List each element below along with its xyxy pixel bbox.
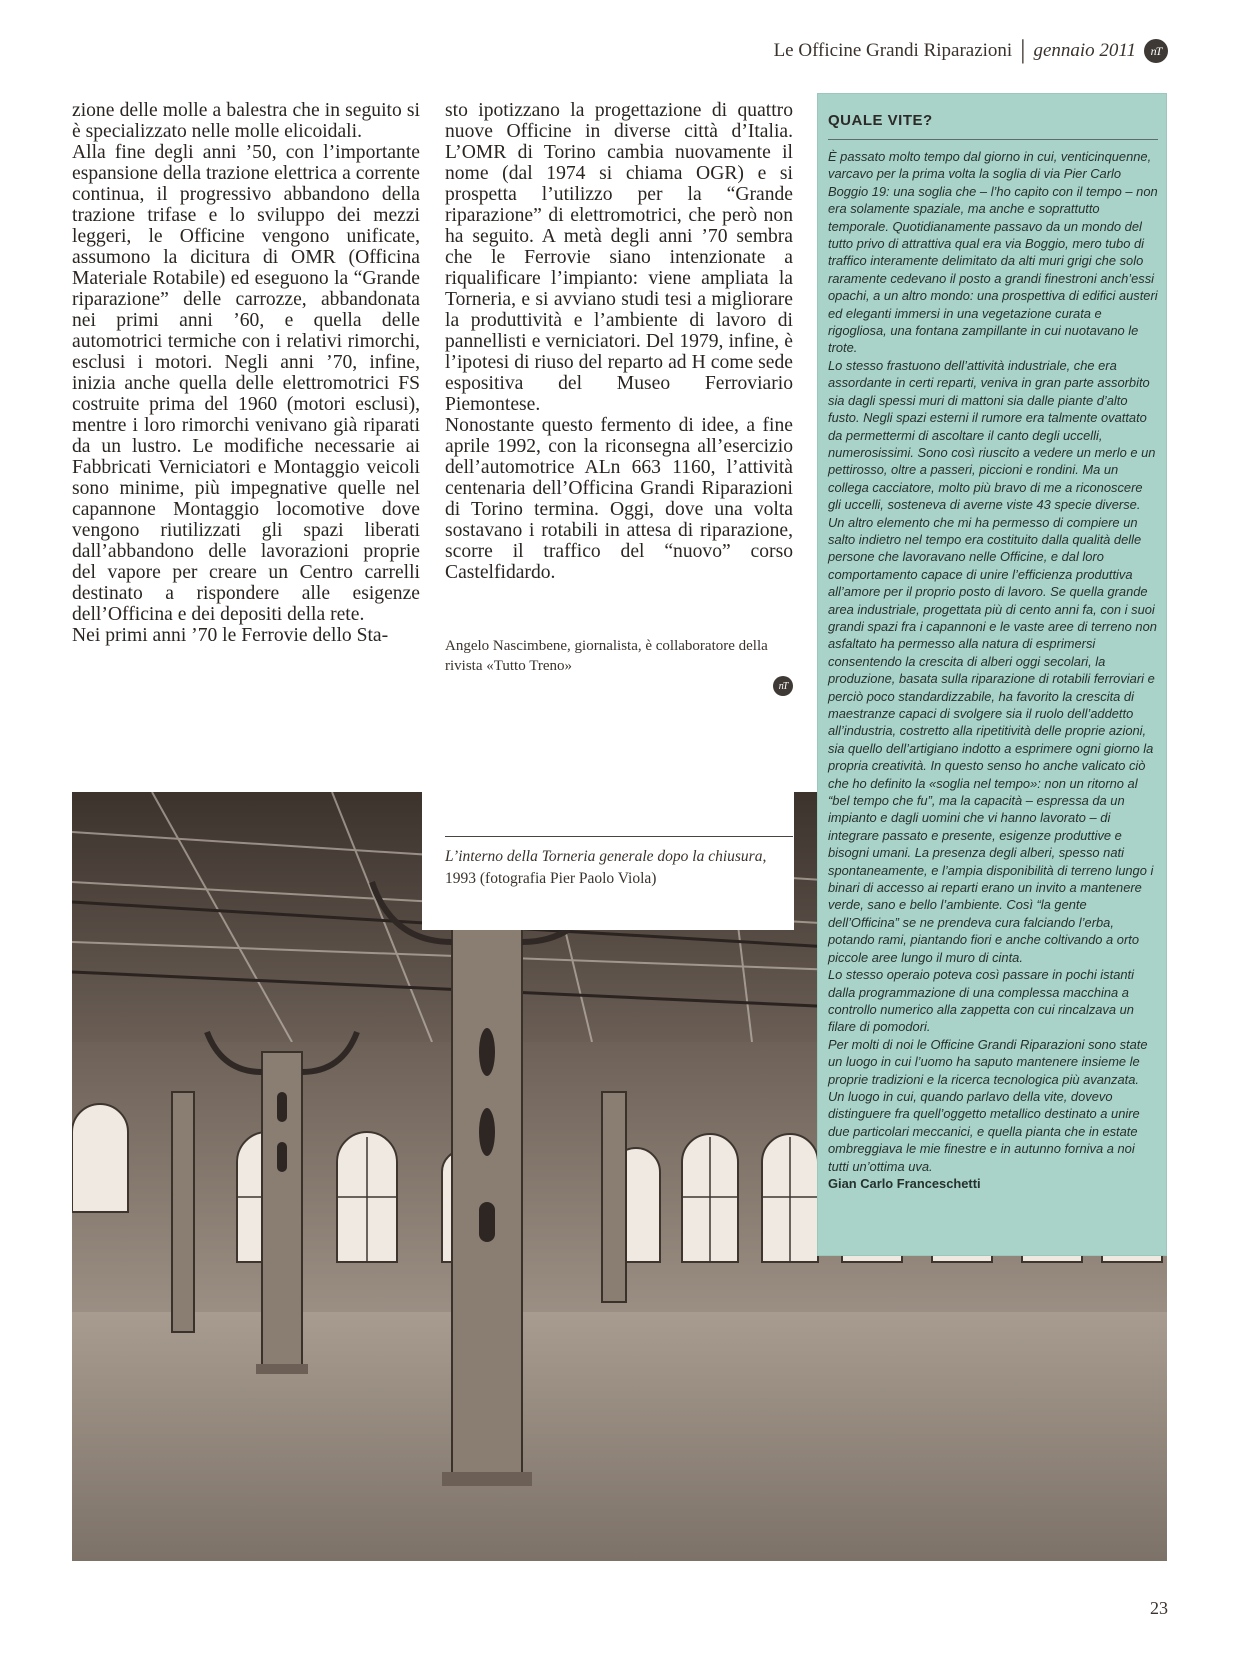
- paragraph: sto ipotizzano la progettazione di quattro nuove Officine in diverse città d’Italia. L’OMR di Torino cambia nuovamente il nome (dal 1974 si chiama OGR) e si prospetta l’utilizzo per la “Grande riparazione” di elettromotrici, che però non ha seguito. A metà degli anni ’70 sembra che le Ferrovie siano intenzionate a riqualificare l’impianto: viene ampliata la Torneria, e si avviano studi tesi a migliorare la produttività e l’ambiente di lavoro di pannellisti e verniciatori. Del 1979, infine, è l’ipotesi di riuso del reparto ad H come sede espositiva del Museo Ferroviario Piemontese.: [445, 100, 793, 415]
- sidebar-paragraph: È passato molto tempo dal giorno in cui, venticinquenne, varcavo per la prima volta la soglia di via Pier Carlo Boggio 19: una soglia che – l’ho capito con il tempo – non era solamente spaziale, ma anche e soprattutto temporale. Quotidianamente passavo da un mondo del tutto privo di attrattiva qual era via Boggio, mero tubo di traffico interamente delimitato da alti muri grigi che solo raramente cedevano il posto a grandi finestroni anch’essi opachi, a un altro mondo: una prospettiva di edifici austeri ed eleganti immersi in una vegetazione curata e rigogliosa, una fontana zampillante in cui nuotavano le trote.: [828, 149, 1158, 356]
- caption-divider: [445, 836, 793, 837]
- paragraph: Nei primi anni ’70 le Ferrovie dello Sta-: [72, 625, 389, 646]
- sidebar-title: QUALE VITE?: [828, 112, 1158, 140]
- paragraph: zione delle molle a balestra che in seguito si è specializzato nelle molle elicoidali.: [72, 100, 420, 142]
- caption-credit: 1993 (fotografia Pier Paolo Viola): [445, 870, 657, 887]
- magazine-logo-icon: nT: [1144, 39, 1168, 63]
- paragraph: Alla fine degli anni ’50, con l’importante espansione della trazione elettrica a corrente continua, il progressivo abbandono della trazione trifase e lo sviluppo dei mezzi leggeri, le Officine vengono unificate, assumono la dicitura di OMR (Officina Materiale Rotabile) ed eseguono la “Grande riparazione” delle carrozze, abbandonata nei primi anni ’60, e quella delle automotrici termiche con i relativi rimorchi, esclusi i motori. Negli anni ’70, infine, inizia anche quella delle elettromotrici FS costruite prima del 1960 (motori esclusi), mentre i loro rimorchi venivano già riparati da un lustro. Le modifiche necessarie ai Fabbricati Verniciatori e Montaggio veicoli sono minime, più impegnative quelle nel capannone Montaggio locomotive dove vengono riutilizzati gli spazi liberati dall’abbandono delle lavorazioni proprie del vapore per creare un Centro carrelli destinato a rispondere alle esigenze dell’Officina e dei depositi della rete.: [72, 142, 420, 625]
- header-separator: |: [1020, 34, 1026, 64]
- sidebar-signature: Gian Carlo Franceschetti: [828, 1175, 981, 1191]
- sidebar-paragraph: Per molti di noi le Officine Grandi Riparazioni sono state un luogo in cui l’uomo ha saputo mantenere insieme le proprie tradizioni e la ricerca tecnologica più avanzata. Un luogo in cui, quando parlavo della vite, dovevo distinguere fra quell’oggetto metallico destinato a unire due particolari meccanici, e quella pianta che in estate ombreggiava le mie finestre e in autunno forniva a noi tutti un’ottima uva.: [828, 1036, 1148, 1174]
- sidebar-body: [828, 148, 1158, 1175]
- header-issue: gennaio 2011: [1033, 40, 1136, 61]
- article-column-1: [72, 100, 420, 646]
- header-title: Le Officine Grandi Riparazioni: [773, 40, 1013, 61]
- sidebar-box: [817, 93, 1167, 1256]
- page-number: 23: [1150, 1598, 1168, 1618]
- article-column-2: [445, 100, 793, 583]
- paragraph: Nonostante questo fermento di idee, a fine aprile 1992, con la riconsegna all’esercizio dell’automotrice ALn 663 1160, l’attività centenaria dell’Officina Grandi Riparazioni di Torino termina. Oggi, dove una volta sostavano i rotabili in attesa di riparazione, scorre il traffico del “nuovo” corso Castelfidardo.: [445, 415, 793, 583]
- sidebar-paragraph: Lo stesso operaio poteva così passare in pochi istanti dalla programmazione di una complessa macchina a controllo numerico alla zappetta con cui rincalzava un filare di pomodori.: [828, 967, 1134, 1035]
- photo-caption: [445, 846, 793, 890]
- caption-italic: L’interno della Torneria generale dopo la chiusura,: [445, 848, 767, 865]
- sidebar-paragraph: Lo stesso frastuono dell’attività industriale, che era assordante in certi reparti, veniva in gran parte assorbito sia dagli spessi muri di mattoni sia dalle piante d’alto fusto. Negli spazi esterni il rumore era talmente ovattato da permettermi di ascoltare il canto degli uccelli, numerosissimi. Sono così riuscito a vedere un merlo e un pettirosso, oltre a passeri, piccioni e rondini. Ma un collega cacciatore, molto più bravo di me a riconoscere gli uccelli, sosteneva di averne viste 43 specie diverse.: [828, 357, 1156, 513]
- author-note: Angelo Nascimbene, giornalista, è collaboratore della rivista «Tutto Treno»: [445, 638, 768, 674]
- end-mark-logo-icon: nT: [773, 676, 793, 696]
- running-header: [774, 36, 1168, 66]
- sidebar-paragraph: Un altro elemento che mi ha permesso di compiere un salto indietro nel tempo era costituito dalla qualità delle persone che lavoravano nelle Officine, e dal loro comportamento capace di unire l’efficienza produttiva all’amore per il proprio posto di lavoro. Se quella grande area industriale, progettata più di cento anni fa, con i suoi grandi spazi fra i capannoni e le vaste aree di terreno non asfaltato ha permesso alla natura di esprimersi consentendo la crescita di alberi oggi secolari, la produzione, basata sulla riparazione di rotabili ferroviari e perciò poco standardizzabile, ha favorito la crescita di maestranze capaci di svolgere sia il ruolo dell’addetto all’industria, costretto alla ripetitività delle proprie azioni, sia quello dell’artigiano indotto a esprimere ogni giorno la propria creatività. In questo senso ho anche valicato ciò che ho definito la «soglia nel tempo»: non un ritorno al “bel tempo che fu”, ma la capacità – espressa da un impianto e dagli uomini che vi hanno lavorato – di integrare passato e presente, esigenze produttive e bisogni umani. La presenza degli alberi, spesso nati spontaneamente, e l’ampia disponibilità di terreno lungo i binari di accesso ai reparti erano un invito a mantenere verde, sano e bello l’ambiente. Così “la gente dell’Officina” se ne prendeva cura falciando l’erba, potando rami, piantando fiori e anche coltivando a orto piccole aree lungo il muro di cinta.: [828, 514, 1157, 965]
